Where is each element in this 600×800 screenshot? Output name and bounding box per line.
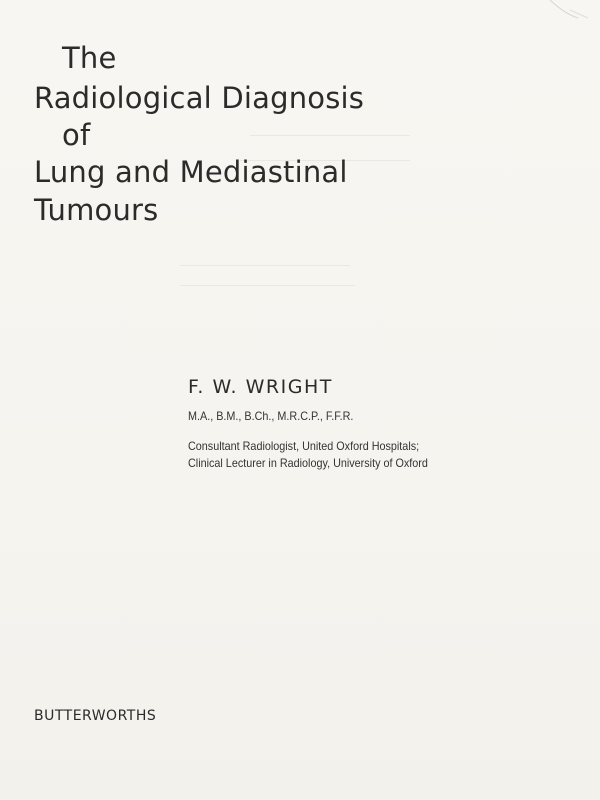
- author-name: F. W. WRIGHT: [188, 376, 333, 398]
- title-line-of: of: [62, 118, 91, 152]
- title-line-the: The: [62, 41, 117, 75]
- page-corner-mark: [530, 0, 600, 40]
- title-line-radiological-diagnosis: Radiological Diagnosis: [34, 81, 365, 115]
- show-through-line: [250, 135, 410, 136]
- title-line-lung-and-mediastinal: Lung and Mediastinal: [34, 155, 348, 189]
- publisher-name: BUTTERWORTHS: [34, 708, 157, 724]
- show-through-stamp: ​: [263, 212, 267, 239]
- author-degrees: M.A., B.M., B.Ch., M.R.C.P., F.F.R.: [188, 409, 354, 423]
- show-through-line: [180, 285, 355, 286]
- title-line-tumours: Tumours: [34, 193, 159, 227]
- author-position-line1: Consultant Radiologist, United Oxford Hospitals;: [188, 439, 420, 453]
- show-through-line: [180, 265, 350, 266]
- author-position-line2: Clinical Lecturer in Radiology, University of Oxford: [188, 456, 428, 470]
